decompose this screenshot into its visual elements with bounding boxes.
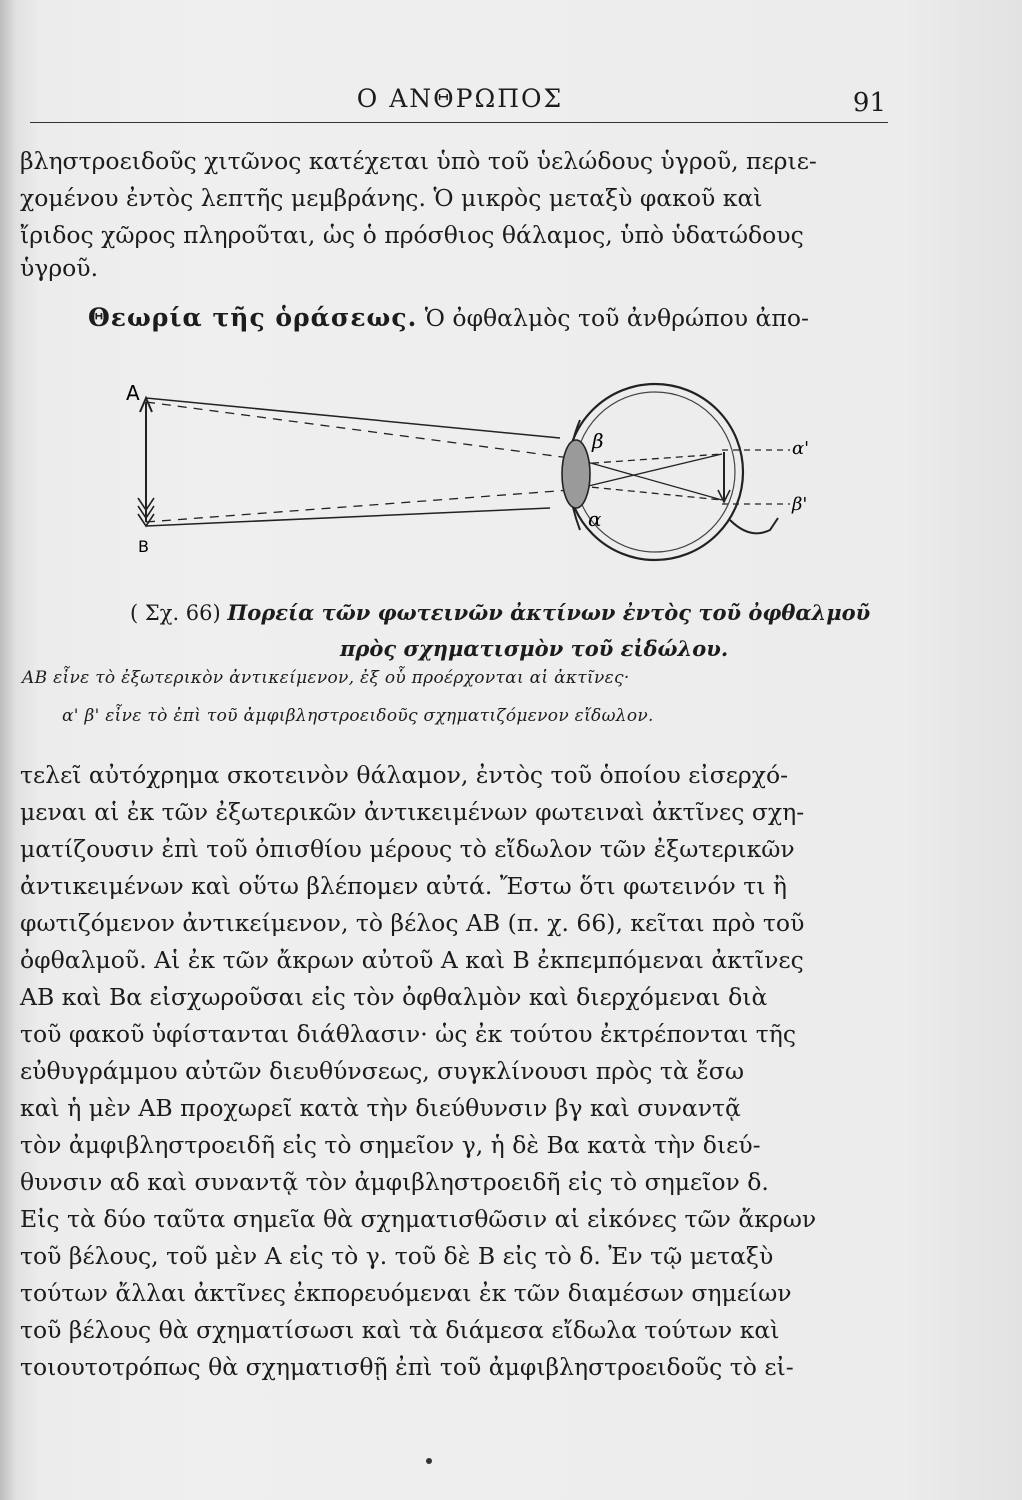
ink-dot — [426, 1458, 432, 1464]
caption-note-2: α' β' εἶνε τὸ ἐπὶ τοῦ ἀμφιβληστροειδοῦς σχηματιζόμενον εἴδωλον. — [62, 706, 654, 726]
ray-dashed-A — [146, 402, 570, 458]
ray-inner-4 — [580, 486, 722, 500]
eye-ray-diagram — [110, 380, 830, 580]
ray-inner-1 — [580, 460, 722, 500]
body-line: τοῦ βέλους, τοῦ μὲν Α εἰς τὸ γ. τοῦ δὲ Β εἰς τὸ δ. Ἐν τῷ μεταξὺ — [20, 1242, 774, 1270]
figure-label: ( Σχ. 66) — [130, 601, 221, 625]
ray-solid-A — [146, 398, 560, 438]
body-line: τελεῖ αὐτόχρημα σκοτεινὸν θάλαμον, ἐντὸς τοῦ ὁποίου εἰσερχό- — [20, 761, 789, 789]
body-line: φωτιζόμενον ἀντικείμενον, τὸ βέλος ΑΒ (π. χ. 66), κεῖται πρὸ τοῦ — [20, 909, 805, 937]
intro-line: ὑγροῦ. — [20, 254, 99, 282]
caption-line-1 — [130, 600, 870, 625]
label-A: A — [126, 381, 140, 405]
header-rule — [30, 122, 888, 123]
body-line: Εἰς τὰ δύο ταῦτα σημεῖα θὰ σχηματισθῶσιν αἱ εἰκόνες τῶν ἄκρων — [20, 1205, 817, 1233]
section-heading: Θεωρία τῆς ὁράσεως. — [88, 303, 418, 332]
body-line: θυνσιν αδ καὶ συναντᾷ τὸν ἀμφιβληστροειδῆ εἰς τὸ σημεῖον δ. — [20, 1168, 769, 1196]
intro-line: ἴριδος χῶρος πληροῦται, ὡς ὁ πρόσθιος θάλαμος, ὑπὸ ὑδατώδους — [20, 221, 804, 249]
body-line: μεναι αἱ ἐκ τῶν ἐξωτερικῶν ἀντικειμένων φωτειναὶ ἀκτῖνες σχη- — [20, 798, 805, 826]
label-beta: β — [592, 429, 604, 453]
running-title: Ο ΑΝΘΡΩΠΟΣ — [356, 84, 564, 113]
page-number: 91 — [852, 88, 886, 118]
body-line: τὸν ἀμφιβληστροειδῆ εἰς τὸ σημεῖον γ, ἡ δὲ Βα κατὰ τὴν διεύ- — [20, 1131, 761, 1159]
section-line — [88, 303, 888, 333]
label-alpha-prime: α' — [792, 438, 810, 459]
ray-inner-2 — [580, 454, 722, 488]
caption-title-2: πρὸς σχηματισμὸν τοῦ εἰδώλου. — [340, 636, 729, 661]
body-line: ματίζουσιν ἐπὶ τοῦ ὀπισθίου μέρους τὸ εἴδωλον τῶν ἐξωτερικῶν — [20, 835, 795, 863]
intro-line: χομένου ἐντὸς λεπτῆς μεμβράνης. Ὁ μικρὸς μεταξὺ φακοῦ καὶ — [20, 184, 763, 212]
lens — [562, 440, 590, 508]
caption-title-1: Πορεία τῶν φωτεινῶν ἀκτίνων ἐντὸς τοῦ ὀφθαλμοῦ — [227, 600, 871, 625]
caption-note-1: ΑΒ εἶνε τὸ ἐξωτερικὸν ἀντικείμενον, ἐξ οὗ προέρχονται αἱ ἀκτῖνες· — [22, 668, 630, 688]
body-line: καὶ ἡ μὲν ΑΒ προχωρεῖ κατὰ τὴν διεύθυνσιν βγ καὶ συναντᾷ — [20, 1094, 741, 1122]
body-line: ΑΒ καὶ Βα εἰσχωροῦσαι εἰς τὸν ὀφθαλμὸν καὶ διερχόμεναι διὰ — [20, 983, 768, 1011]
page-gutter-shadow — [0, 0, 16, 1500]
eye-globe — [567, 384, 743, 560]
label-B: B — [138, 537, 149, 556]
body-line: τοιουτοτρόπως θὰ σχηματισθῇ ἐπὶ τοῦ ἀμφιβληστροειδοῦς τὸ εἰ- — [20, 1353, 794, 1381]
body-line: τοῦ φακοῦ ὑφίστανται διάθλασιν· ὡς ἐκ τούτου ἐκτρέπονται τῆς — [20, 1020, 797, 1048]
body-line: τούτων ἄλλαι ἀκτῖνες ἐκπορευόμεναι ἐκ τῶν διαμέσων σημείων — [20, 1279, 792, 1307]
section-text: Ὁ ὀφθαλμὸς τοῦ ἀνθρώπου ἀπο- — [424, 304, 809, 332]
body-line: ὀφθαλμοῦ. Αἱ ἐκ τῶν ἄκρων αὐτοῦ Α καὶ Β ἐκπεμπόμεναι ἀκτῖνες — [20, 946, 804, 974]
body-line: ἀντικειμένων καὶ οὕτω βλέπομεν αὐτά. Ἔστω ὅτι φωτεινόν τι ἢ — [20, 872, 787, 900]
page-header — [30, 84, 890, 124]
label-alpha: α — [588, 507, 602, 531]
body-line: εὐθυγράμμου αὐτῶν διευθύνσεως, συγκλίνουσι πρὸς τὰ ἔσω — [20, 1057, 744, 1085]
label-beta-prime: β' — [792, 494, 808, 515]
intro-line: βληστροειδοῦς χιτῶνος κατέχεται ὑπὸ τοῦ ὑελώδους ὑγροῦ, περιε- — [20, 147, 817, 175]
ray-solid-B — [146, 508, 550, 526]
body-line: τοῦ βέλους θὰ σχηματίσωσι καὶ τὰ διάμεσα εἴδωλα τούτων καὶ — [20, 1316, 780, 1344]
optic-nerve — [730, 518, 778, 533]
